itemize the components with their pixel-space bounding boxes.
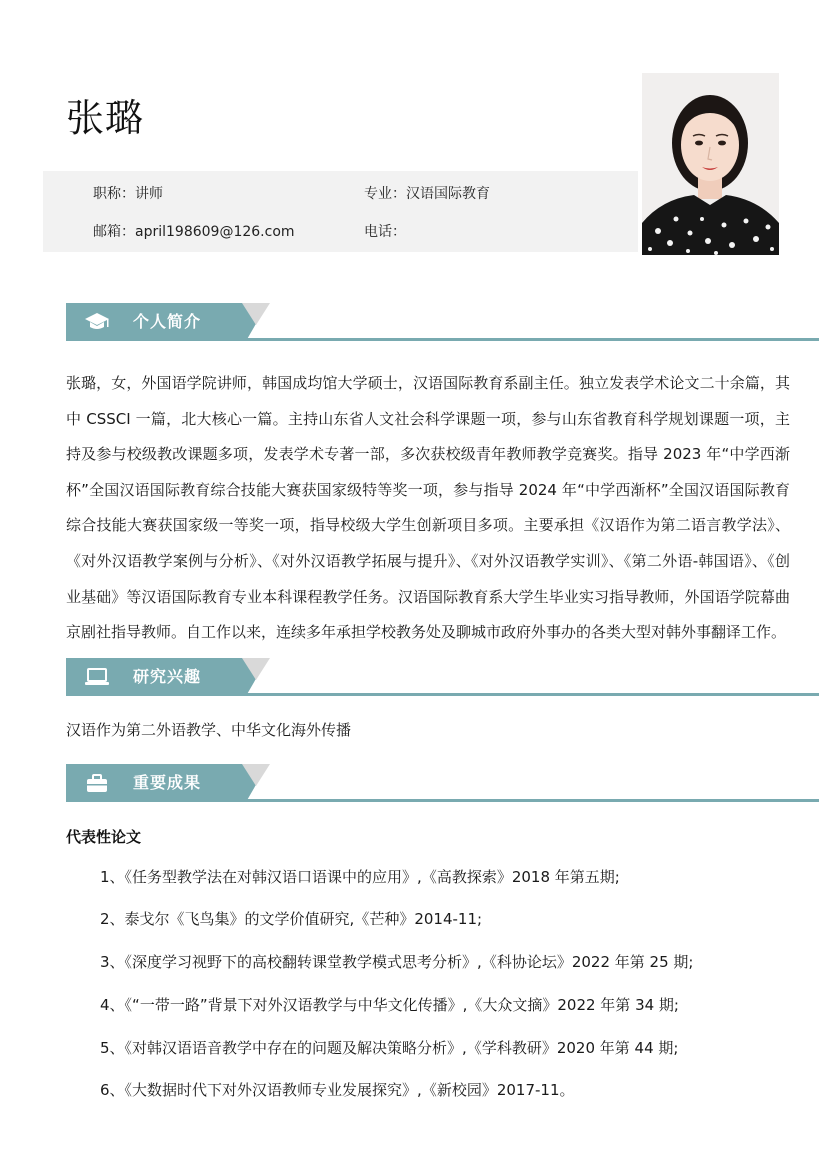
section-title: 重要成果 — [133, 773, 202, 792]
job-title: 职称：讲师 — [93, 186, 163, 202]
section-title: 研究兴趣 — [133, 667, 202, 686]
briefcase-icon — [84, 772, 110, 794]
person-name: 张璐 — [66, 96, 145, 140]
section-research-header — [66, 658, 819, 696]
section-intro-header — [66, 303, 819, 341]
portrait-image — [642, 73, 779, 255]
research-interests: 汉语作为第二外语教学、中华文化海外传播 — [66, 721, 352, 739]
decorative-triangle — [242, 303, 270, 325]
paper-item: 3、《深度学习视野下的高校翻转课堂教学模式思考分析》,《科协论坛》2022 年第 25 期; — [100, 953, 694, 971]
graduation-cap-icon — [84, 311, 110, 333]
laptop-icon — [84, 666, 110, 688]
decorative-triangle — [242, 764, 270, 786]
section-divider — [66, 799, 819, 802]
paper-item: 4、《“一带一路”背景下对外汉语教学与中华文化传播》,《大众文摘》2022 年第 34 期; — [100, 996, 679, 1014]
paper-item: 2、泰戈尔《飞鸟集》的文学价值研究,《芒种》2014-11; — [100, 910, 483, 928]
papers-heading: 代表性论文 — [66, 828, 142, 846]
paper-item: 1、《任务型教学法在对韩汉语口语课中的应用》,《高教探索》2018 年第五期; — [100, 868, 620, 886]
major: 专业：汉语国际教育 — [364, 186, 490, 202]
paper-item: 6、《大数据时代下对外汉语教师专业发展探究》,《新校园》2017-11。 — [100, 1081, 575, 1099]
email: 邮箱：april198609@126.com — [93, 224, 295, 240]
decorative-triangle — [242, 658, 270, 680]
paper-item: 5、《对韩汉语语音教学中存在的问题及解决策略分析》,《学科教研》2020 年第 44 期; — [100, 1039, 679, 1057]
info-band — [43, 171, 638, 252]
phone: 电话： — [364, 224, 406, 240]
profile-photo — [642, 73, 779, 255]
section-divider — [66, 693, 819, 696]
intro-paragraph: 张璐，女，外国语学院讲师，韩国成均馆大学硕士，汉语国际教育系副主任。独立发表学术论文二十余篇，其中 CSSCI 一篇，北大核心一篇。主持山东省人文社会科学课题一项，参与山东省教育科学规划课题一项，主持及参与校级教改课题多项，发表学术专著一部，多次获校级青年教师教学竞赛奖。指导 2023 年“中学西渐杯”全国汉语国际教育综合技能大赛获国家级特等奖一项，参与指导 2024 年“中学西渐杯”全国汉语国际教育综合技能大赛获国家级一等奖一项，指导校级大学生创新项目多项。主要承担《汉语作为第二语言教学法》、《对外汉语教学案例与分析》、《对外汉语教学拓展与提升》、《对外汉语教学实训》、《第二外语-韩国语》、《创业基础》等汉语国际教育专业本科课程教学任务。汉语国际教育系大学生毕业实习指导教师，外国语学院幕曲京剧社指导教师。自工作以来，连续多年承担学校教务处及聊城市政府外事办的各类大型对韩外事翻译工作。 — [66, 374, 790, 642]
section-divider — [66, 338, 819, 341]
section-title: 个人简介 — [133, 312, 202, 331]
section-achievements-header — [66, 764, 819, 802]
